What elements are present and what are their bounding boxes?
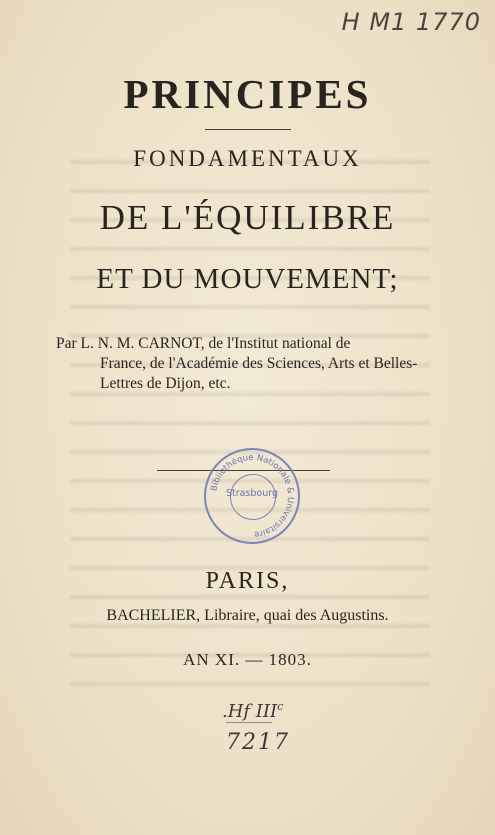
handwritten-mark	[222, 700, 283, 722]
author-statement	[56, 334, 426, 394]
handwritten-mark-sup: c	[277, 700, 284, 713]
author-line-2: France, de l'Académie des Sciences, Arts et Belles-	[100, 355, 418, 372]
library-stamp	[204, 448, 300, 544]
title-line-4: ET DU MOUVEMENT;	[96, 263, 399, 295]
author-line-1: Par L. N. M. CARNOT, de l'Institut national de	[56, 335, 351, 352]
title-line-1: PRINCIPES	[123, 71, 372, 117]
shelfmark-handwritten: H M1 1770	[341, 8, 481, 36]
stamp-city: Strasbourg	[225, 488, 279, 499]
title-divider	[205, 129, 291, 130]
handwritten-number: 7217	[226, 730, 290, 755]
handwritten-underline	[226, 722, 272, 723]
imprint-place: PARIS,	[205, 568, 290, 594]
handwritten-mark-text: .Hf III	[222, 701, 278, 722]
author-line-3: Lettres de Dijon, etc.	[100, 375, 231, 392]
title-line-3: DE L'ÉQUILIBRE	[99, 198, 396, 237]
title-line-2: FONDAMENTAUX	[133, 146, 362, 171]
imprint-date: AN XI. — 1803.	[183, 650, 312, 669]
imprint-publisher: BACHELIER, Libraire, quai des Augustins.	[106, 607, 389, 624]
stamp-arc-label: Bibliothèque Nationale & Universitaire	[209, 452, 296, 540]
